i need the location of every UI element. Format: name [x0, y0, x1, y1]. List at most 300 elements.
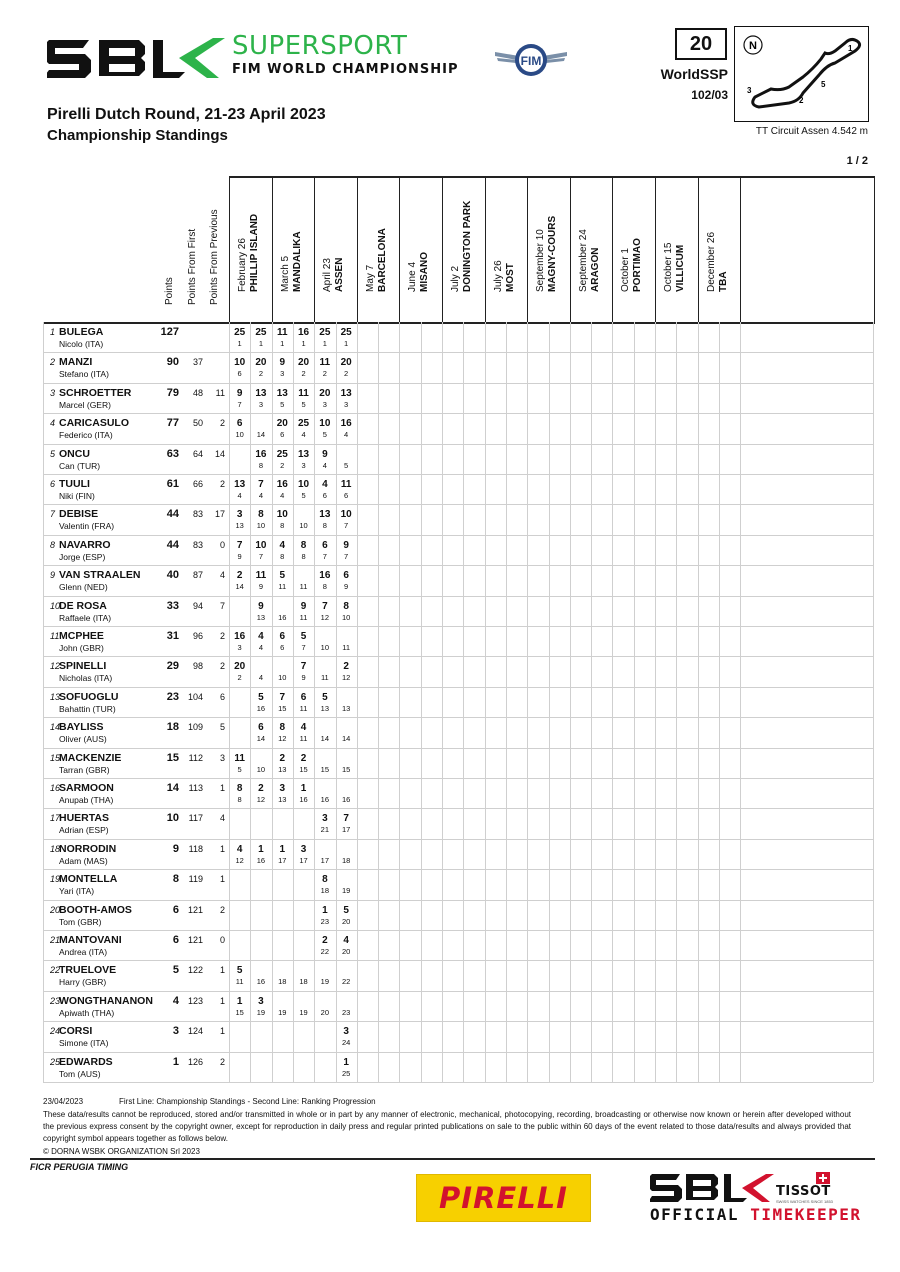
table-row — [43, 1052, 872, 1082]
race-rank: 15 — [278, 703, 287, 713]
race-result — [315, 383, 335, 410]
race-rank: 17 — [299, 855, 308, 865]
tissot-text: TISSOT — [776, 1184, 831, 1199]
race-rank: 17 — [278, 855, 287, 865]
table-row — [43, 717, 872, 747]
rider-first-name: Tarran (GBR) — [59, 764, 110, 775]
race-rank: 7 — [301, 643, 306, 652]
round-header-label — [280, 231, 304, 292]
race-points — [272, 600, 292, 613]
rider-points: 63 — [166, 447, 179, 460]
race-rank — [251, 917, 271, 927]
race-result — [336, 687, 356, 714]
race-result — [315, 1021, 335, 1048]
race-result — [272, 748, 292, 775]
race-result — [251, 808, 271, 835]
points-from-previous: 1 — [219, 874, 225, 885]
race-rank: 10 — [320, 643, 330, 652]
race-points: 7 — [258, 479, 264, 490]
race-rank: 15 — [235, 1007, 244, 1017]
race-result — [294, 687, 314, 714]
race-points — [315, 995, 335, 1008]
race-result — [230, 717, 250, 744]
race-rank: 20 — [341, 916, 351, 926]
table-row — [43, 869, 872, 899]
race-points — [251, 1025, 271, 1038]
race-result — [272, 869, 292, 896]
race-points: 13 — [340, 387, 352, 399]
race-points: 2 — [343, 661, 349, 673]
rider-surname: MONTELLA — [59, 873, 118, 886]
race-result — [251, 839, 271, 866]
race-points: 9 — [258, 600, 264, 612]
fim-logo-text: FIM — [520, 54, 542, 68]
race-result — [251, 596, 271, 623]
race-points — [230, 448, 250, 461]
race-points: 16 — [255, 448, 267, 460]
header-points-from-first — [183, 190, 203, 316]
race-rank: 18 — [341, 855, 351, 865]
race-rank: 1 — [322, 339, 327, 348]
race-result — [294, 717, 314, 744]
points-from-previous: 2 — [219, 1056, 225, 1067]
rider-surname: CORSI — [59, 1025, 93, 1038]
race-result — [230, 322, 250, 349]
round-header — [314, 176, 357, 316]
race-points — [272, 1056, 292, 1069]
race-rank: 8 — [280, 551, 285, 561]
race-rank: 7 — [344, 521, 349, 531]
race-result — [336, 960, 356, 987]
round-venue: MAGNY-COURS — [547, 215, 559, 292]
rider-surname: MACKENZIE — [59, 751, 122, 764]
rider-points: 61 — [166, 478, 179, 490]
race-points — [336, 782, 356, 795]
race-points — [272, 812, 292, 825]
copyright-notice: These data/results cannot be reproduced, stored and/or transmitted in whole or in part by any manner of electronic, mechanical, photocopying, recording, broadcasting or otherwise now known or herein after developed without the previous express consent by the copyright owner, except for reproduction in daily press and regular printed publications on sale to the public within 60 days of the event related to those data/results and always provided that copyright symbol appears together as follows below. — [43, 1110, 851, 1143]
race-result — [294, 474, 314, 501]
race-rank: 6 — [280, 430, 285, 440]
race-rank: 5 — [280, 399, 285, 409]
table-row — [43, 748, 872, 778]
race-result — [251, 352, 271, 379]
race-result — [230, 383, 250, 410]
rider-position: 19 — [50, 874, 61, 885]
event-title: Pirelli Dutch Round, 21-23 April 2023 — [47, 106, 326, 123]
round-date: May 7 — [364, 264, 376, 292]
race-rank: 19 — [341, 886, 351, 896]
race-points: 1 — [279, 843, 286, 855]
points-from-previous: 1 — [219, 843, 225, 854]
rider-surname: MANZI — [59, 356, 93, 369]
race-result — [230, 778, 250, 805]
race-rank: 13 — [278, 795, 287, 804]
rider-points: 18 — [166, 721, 179, 734]
round-header-label — [535, 216, 559, 292]
race-result — [251, 504, 271, 531]
official-label: OFFICIAL — [650, 1205, 751, 1224]
rider-surname: MANTOVANI — [59, 934, 122, 946]
round-header-label — [493, 260, 517, 292]
race-rank — [230, 917, 250, 927]
race-rank: 1 — [301, 339, 306, 348]
race-rank: 13 — [256, 612, 266, 622]
race-rank: 6 — [237, 369, 242, 379]
race-rank — [294, 825, 314, 835]
race-points: 3 — [343, 1026, 349, 1038]
race-points — [315, 964, 335, 977]
rider-surname: DEBISE — [59, 508, 99, 521]
race-rank — [315, 1069, 335, 1079]
race-result — [251, 900, 271, 927]
race-result — [272, 596, 292, 623]
race-rank: 21 — [320, 825, 330, 835]
round-header — [357, 176, 400, 316]
race-points: 7 — [343, 813, 349, 825]
race-result — [294, 1021, 314, 1048]
race-points: 2 — [258, 783, 264, 794]
race-rank: 14 — [320, 734, 330, 744]
rider-position: 21 — [50, 935, 61, 945]
points-from-previous: 2 — [219, 631, 225, 641]
rider-position: 15 — [50, 752, 61, 763]
race-points: 9 — [343, 539, 349, 551]
points-from-first: 104 — [187, 691, 203, 702]
race-rank: 4 — [258, 491, 264, 500]
race-rank: 5 — [301, 399, 306, 409]
race-rank: 4 — [258, 673, 264, 683]
race-rank: 16 — [256, 977, 266, 987]
race-result — [272, 352, 292, 379]
race-result — [251, 413, 271, 440]
race-points — [294, 934, 314, 947]
track-caption: TT Circuit Assen 4.542 m — [755, 126, 868, 137]
race-points — [230, 812, 250, 825]
race-rank: 19 — [320, 977, 330, 987]
race-result — [336, 413, 356, 440]
race-result — [272, 717, 292, 744]
race-points: 5 — [236, 965, 243, 977]
race-points: 9 — [322, 448, 328, 460]
rider-points: 31 — [166, 630, 179, 642]
table-row — [43, 504, 872, 534]
race-rank: 6 — [322, 491, 327, 500]
race-points: 20 — [319, 387, 331, 399]
race-rank: 3 — [258, 399, 264, 409]
rider-points: 90 — [166, 356, 179, 369]
race-rank: 13 — [235, 521, 244, 531]
race-points: 13 — [297, 448, 310, 460]
rider-surname: MCPHEE — [59, 630, 104, 642]
footer-divider — [30, 1158, 875, 1160]
race-result — [251, 535, 271, 562]
round-date: July 26 — [492, 260, 504, 292]
race-result — [294, 656, 314, 683]
race-points: 4 — [343, 935, 349, 946]
race-points: 1 — [236, 995, 243, 1007]
race-result — [230, 352, 250, 379]
table-row — [43, 960, 872, 990]
points-from-previous: 4 — [219, 813, 225, 824]
points-from-previous: 1 — [219, 783, 225, 793]
race-rank: 17 — [320, 855, 330, 865]
race-result — [272, 808, 292, 835]
race-points: 10 — [255, 539, 267, 551]
race-points: 11 — [234, 752, 245, 764]
round-header — [442, 176, 485, 316]
race-points — [315, 1025, 335, 1038]
race-rank: 7 — [258, 551, 264, 561]
series-line-1: SUPERSPORT — [232, 31, 408, 61]
race-rank: 12 — [256, 795, 266, 804]
rider-first-name: Valentin (FRA) — [59, 521, 115, 532]
rider-position: 4 — [50, 418, 56, 429]
table-row — [43, 352, 872, 382]
points-from-first: 122 — [187, 965, 203, 976]
race-points: 1 — [258, 843, 264, 855]
race-result — [336, 322, 356, 349]
race-rank — [294, 917, 314, 927]
race-rank: 5 — [301, 491, 306, 500]
race-rank — [272, 917, 292, 927]
race-rank — [294, 1038, 314, 1048]
round-date: April 23 — [322, 258, 334, 292]
rider-surname: NAVARRO — [59, 538, 111, 551]
race-result — [251, 626, 271, 653]
rider-position: 14 — [50, 722, 61, 733]
race-rank: 12 — [278, 734, 287, 744]
rider-position: 24 — [50, 1026, 61, 1037]
round-date: October 15 — [663, 242, 674, 292]
race-points: 25 — [297, 418, 310, 430]
rider-first-name: Tom (AUS) — [59, 1068, 101, 1079]
race-result — [272, 565, 292, 592]
race-points: 11 — [298, 387, 309, 399]
document-code: 102/03 — [691, 88, 728, 102]
points-from-previous: 2 — [219, 418, 225, 429]
race-result — [272, 839, 292, 866]
race-result — [272, 474, 292, 501]
race-result — [315, 596, 335, 623]
round-header — [485, 176, 528, 316]
race-result — [230, 687, 250, 714]
rider-first-name: Adam (MAS) — [59, 855, 108, 866]
rider-points: 40 — [166, 569, 179, 582]
track-label-1: 1 — [848, 44, 853, 53]
race-rank — [315, 1038, 335, 1048]
race-rank: 16 — [299, 795, 308, 804]
race-rank: 8 — [237, 795, 242, 804]
race-result — [294, 960, 314, 987]
race-result — [315, 656, 335, 683]
race-result — [315, 444, 335, 471]
race-rank: 6 — [344, 491, 349, 500]
page-number: 1 / 2 — [846, 155, 868, 167]
rider-first-name: Simone (ITA) — [59, 1038, 109, 1049]
column-divider — [740, 176, 741, 322]
race-points: 7 — [279, 691, 286, 703]
track-label-5: 5 — [821, 80, 826, 89]
race-result — [336, 717, 356, 744]
race-points — [294, 812, 314, 825]
pirelli-logo-text: PIRELLI — [439, 1181, 568, 1215]
race-points — [294, 904, 314, 917]
rider-surname: SPINELLI — [59, 660, 107, 673]
race-result — [230, 839, 250, 866]
pirelli-logo — [416, 1174, 591, 1222]
race-rank: 19 — [278, 1007, 287, 1017]
race-result — [251, 383, 271, 410]
race-result — [230, 565, 250, 592]
race-points — [251, 417, 271, 430]
race-rank — [294, 1069, 314, 1079]
race-points: 8 — [300, 539, 307, 551]
round-venue: VILLICUM — [675, 244, 686, 292]
race-result — [294, 352, 314, 379]
race-points — [251, 752, 271, 765]
race-result — [272, 444, 292, 471]
race-rank — [251, 947, 271, 957]
race-rank: 3 — [322, 399, 327, 409]
race-rank: 9 — [258, 582, 264, 592]
race-points: 1 — [322, 904, 328, 916]
race-points — [251, 964, 271, 977]
rider-first-name: Andrea (ITA) — [59, 947, 108, 957]
header-points — [160, 190, 180, 316]
race-result — [272, 383, 292, 410]
race-points — [294, 569, 314, 582]
race-result — [336, 808, 356, 835]
race-rank — [230, 886, 250, 896]
race-result — [272, 1021, 292, 1048]
race-rank: 2 — [237, 673, 242, 683]
race-points: 6 — [322, 539, 328, 551]
race-rank: 24 — [341, 1038, 351, 1048]
rider-first-name: Glenn (NED) — [59, 582, 108, 593]
race-points — [336, 630, 356, 643]
rider-first-name: Oliver (AUS) — [59, 734, 107, 745]
round-date: December 26 — [705, 231, 717, 292]
rider-position: 5 — [50, 448, 56, 459]
race-points — [336, 964, 356, 977]
rider-position: 2 — [50, 357, 56, 368]
race-result — [251, 444, 271, 471]
round-header — [272, 176, 315, 316]
race-points: 1 — [300, 783, 307, 794]
race-rank: 20 — [320, 1007, 330, 1017]
table-row — [43, 444, 872, 474]
race-rank: 10 — [341, 612, 351, 622]
race-result — [336, 900, 356, 927]
race-points: 8 — [343, 600, 349, 612]
race-points — [336, 843, 356, 856]
rider-points: 3 — [172, 1025, 179, 1038]
rider-surname: SOFUOGLU — [59, 690, 119, 703]
points-from-first: 37 — [192, 357, 203, 368]
race-result — [272, 413, 292, 440]
race-points: 7 — [300, 661, 307, 673]
race-points: 4 — [258, 631, 264, 642]
race-points: 20 — [234, 661, 246, 673]
race-points: 5 — [279, 570, 286, 582]
race-result — [230, 596, 250, 623]
race-result — [272, 535, 292, 562]
race-result — [294, 596, 314, 623]
race-rank — [251, 1038, 271, 1048]
race-result — [315, 900, 335, 927]
race-rank: 11 — [278, 582, 287, 592]
table-row — [43, 383, 872, 413]
race-result — [336, 1052, 356, 1079]
race-rank: 7 — [322, 551, 327, 561]
race-result — [230, 930, 250, 957]
race-points — [294, 964, 314, 977]
race-rank: 16 — [341, 795, 351, 804]
rider-position: 16 — [50, 783, 61, 793]
race-result — [251, 869, 271, 896]
race-rank: 10 — [256, 764, 266, 774]
race-points: 6 — [343, 570, 349, 582]
race-points: 7 — [322, 600, 328, 612]
race-rank: 23 — [341, 1007, 351, 1017]
race-result — [336, 778, 356, 805]
table-row — [43, 687, 872, 717]
points-from-first: 121 — [187, 935, 203, 945]
header-points-from-first-label: Points From First — [187, 228, 198, 305]
rider-first-name: Adrian (ESP) — [59, 825, 109, 836]
race-points: 5 — [258, 691, 264, 703]
race-result — [251, 748, 271, 775]
table-row — [43, 322, 872, 352]
rider-first-name: Niki (FIN) — [59, 491, 95, 501]
race-rank — [294, 886, 314, 896]
race-result — [315, 626, 335, 653]
points-from-first: 48 — [192, 387, 203, 398]
race-result — [315, 474, 335, 501]
document-title: Championship Standings — [47, 127, 228, 144]
race-result — [251, 1052, 271, 1079]
race-result — [315, 930, 335, 957]
rider-points: 44 — [166, 538, 179, 551]
race-points — [315, 843, 335, 856]
table-row — [43, 991, 872, 1021]
round-header-label — [450, 201, 474, 292]
points-from-first: 50 — [192, 418, 203, 429]
round-header-label — [322, 258, 346, 292]
round-header — [399, 176, 442, 316]
race-points: 3 — [236, 509, 243, 521]
race-result — [230, 869, 250, 896]
race-rank: 11 — [299, 703, 308, 713]
rider-first-name: Nicholas (ITA) — [59, 673, 113, 684]
rider-position: 22 — [50, 965, 61, 976]
race-rank: 16 — [256, 855, 266, 865]
race-points: 25 — [234, 327, 246, 338]
race-result — [336, 535, 356, 562]
race-points: 9 — [300, 600, 307, 612]
race-points: 25 — [255, 327, 267, 338]
race-points: 25 — [319, 327, 331, 338]
race-rank: 16 — [320, 795, 330, 804]
race-result — [336, 565, 356, 592]
race-result — [315, 778, 335, 805]
race-rank: 18 — [299, 977, 308, 987]
race-result — [294, 778, 314, 805]
race-points: 7 — [236, 539, 243, 551]
race-rank: 7 — [237, 399, 242, 409]
race-result — [294, 900, 314, 927]
rider-points: 44 — [166, 508, 179, 521]
